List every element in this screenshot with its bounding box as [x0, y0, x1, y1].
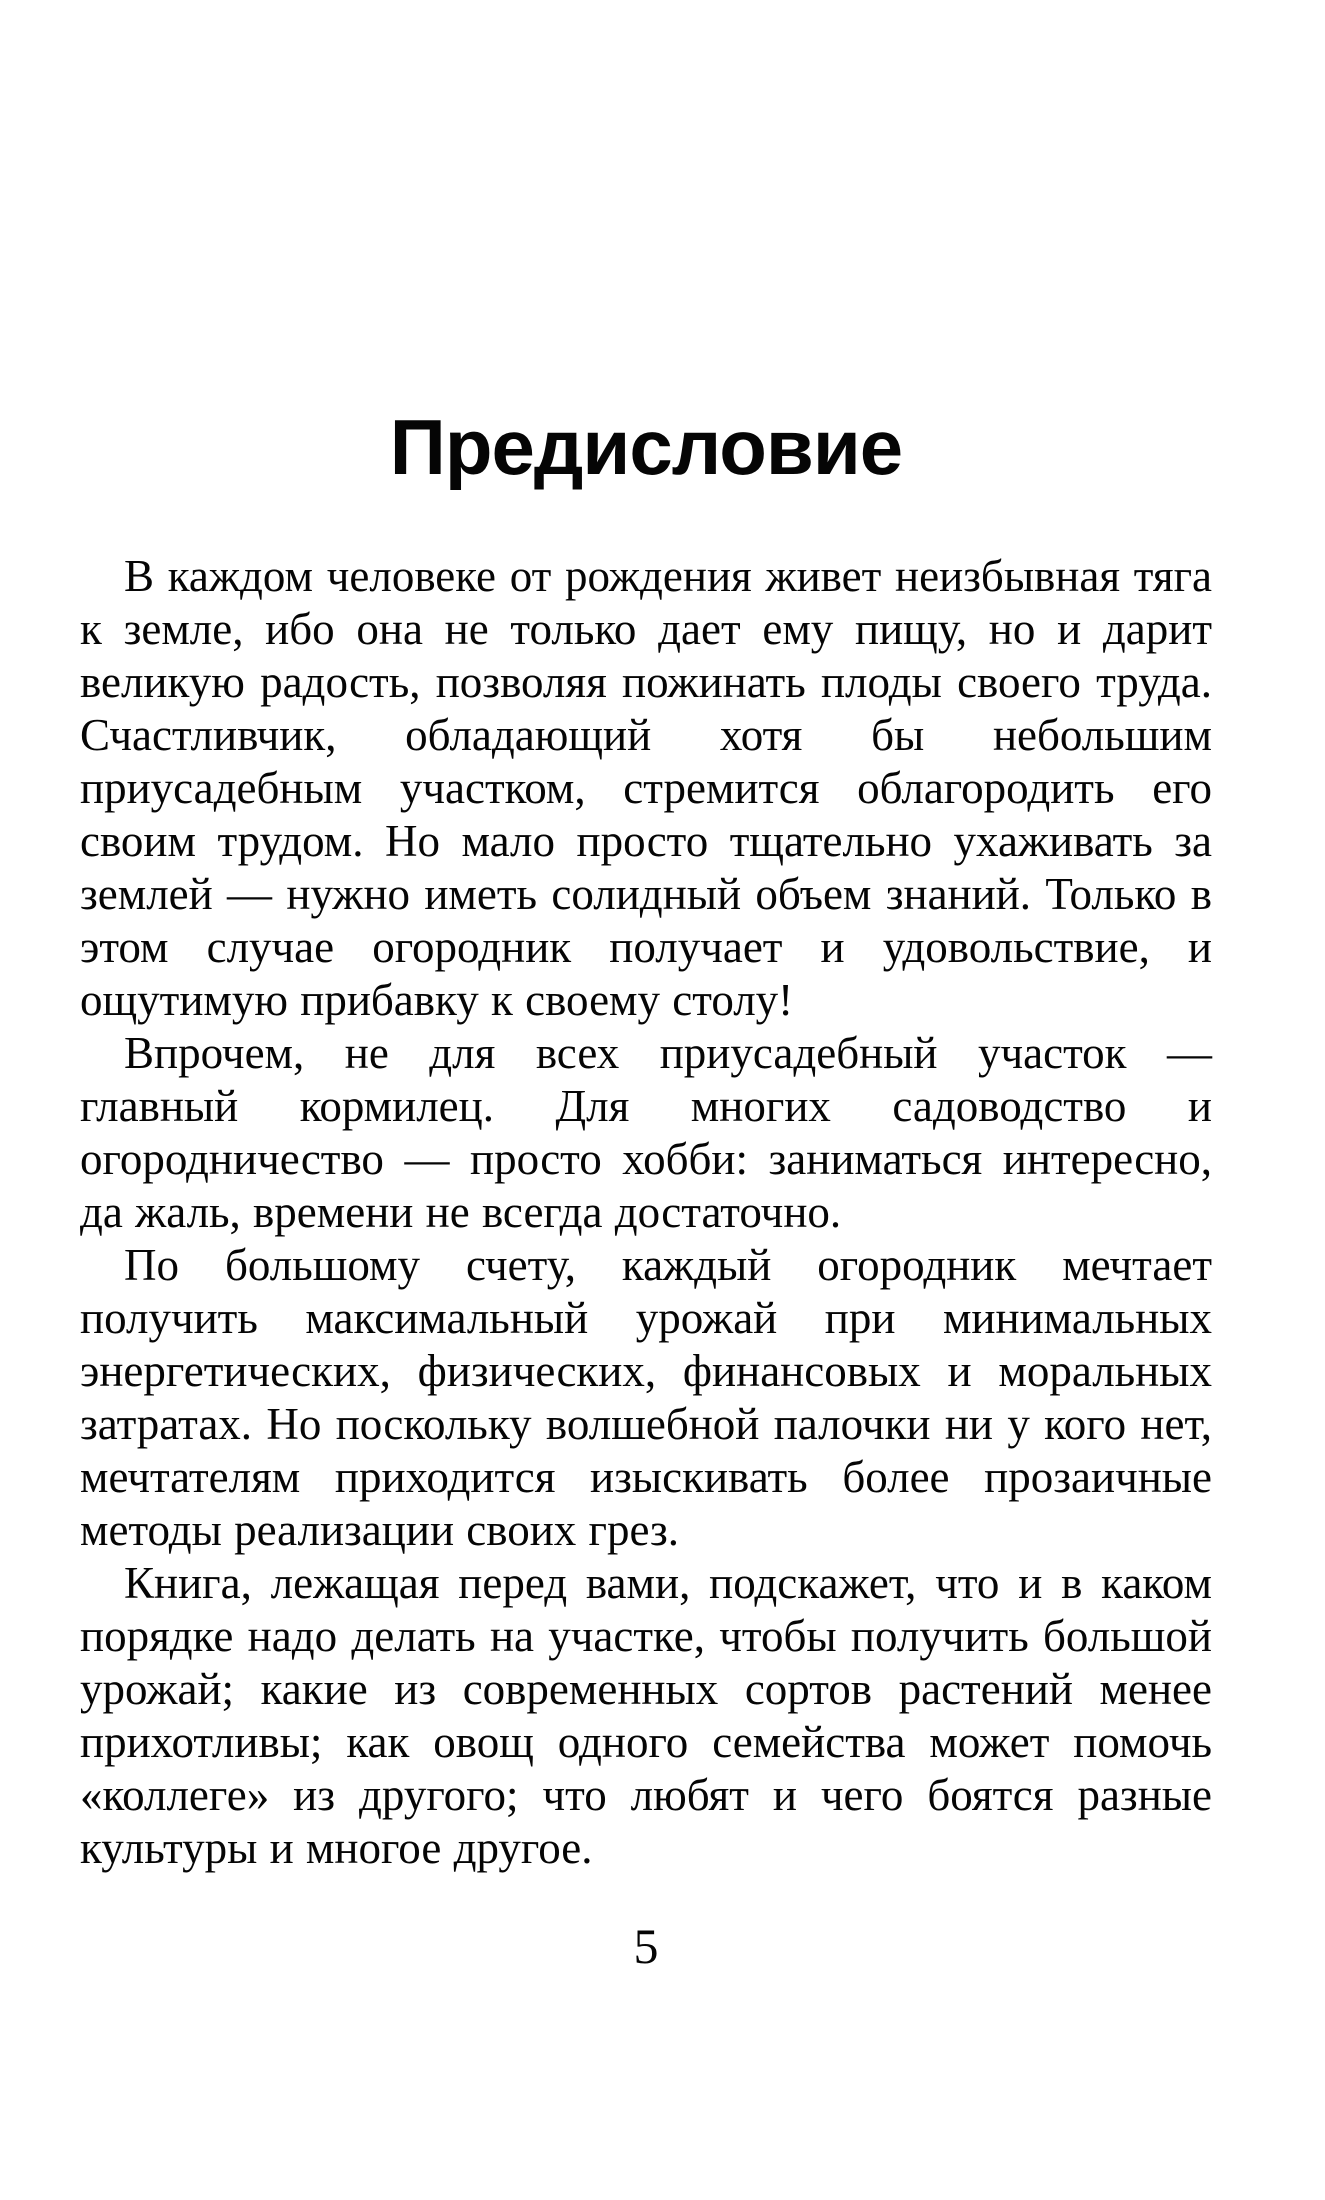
paragraph: По большому счету, каждый огородник мечтает получить максимальный урожай при минимальных энергетических, физических, финансовых и моральных затратах. Но поскольку волшебной палочки ни у кого нет, мечтателям приходится изыскивать более прозаичные методы реализации своих грез.	[80, 1240, 1212, 1555]
paragraph: Книга, лежащая перед вами, подскажет, что и в каком порядке надо делать на участке, чтобы получить большой урожай; какие из современных сортов растений менее прихотливы; как овощ одного семейства может помочь «коллеге» из другого; что любят и чего боятся разные культуры и многое другое.	[80, 1558, 1212, 1873]
page-number: 5	[633, 1918, 659, 1974]
paragraph: В каждом человеке от рождения живет неизбывная тяга к земле, ибо она не только дает ему пищу, но и дарит великую радость, позволяя пожинать плоды своего труда. Счастливчик, обладающий хотя бы небольшим приусадебным участком, стремится облагородить его своим трудом. Но мало просто тщательно ухаживать за землей — нужно иметь солидный объем знаний. Только в этом случае огородник получает и удовольствие, и ощутимую прибавку к своему столу!	[80, 551, 1212, 1025]
paragraph: Впрочем, не для всех приусадебный участок — главный кормилец. Для многих садоводство и огородничество — просто хобби: заниматься интересно, да жаль, времени не всегда достаточно.	[80, 1028, 1212, 1237]
preface-body	[80, 550, 1212, 1875]
preface-title: Предисловие	[389, 403, 903, 491]
